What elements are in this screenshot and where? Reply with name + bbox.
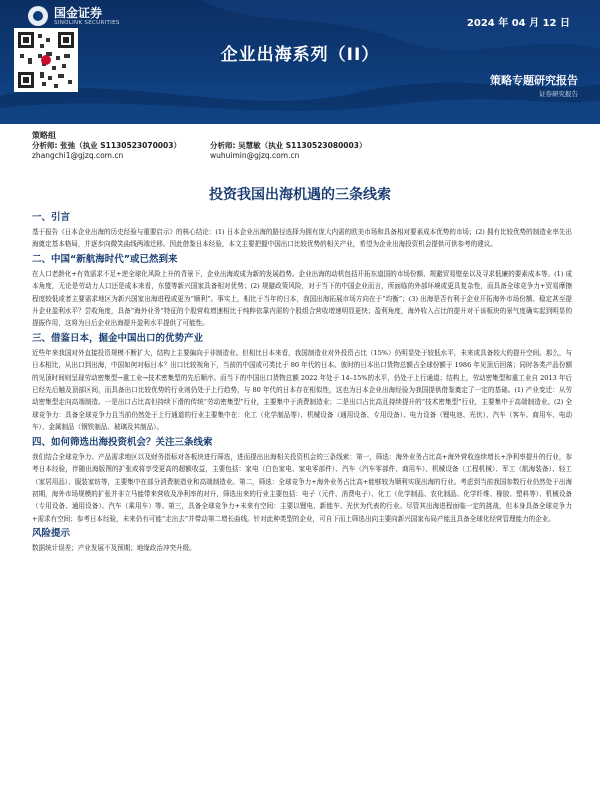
report-header xyxy=(0,0,600,124)
section-paragraph: 在人口老龄化+有效需求不足+逆全球化风险上升的背景下，企业出海或成为新的发展趋势。企业出海的动机包括开拓东道国的市场份额、规避贸易壁垒以及寻求低廉的要素成本等。(1) 成本角度，无论是劳动力人口还是成本来看，东盟等新兴国家具备相对优势；(2) 规避政策风险，对于当下的中国企业而言，所面临的外部环境或更具复杂性，而具备全球竞争力+贸易摩擦程度较低或者主要需求地区为新兴国家出海进程或更为“顺利”。事实上，相比于当年的日本，我国出海拓展市场方向在于“均衡”；(3) 出海是否有利于企业开拓海外市场份额、稳定甚至提升企业盈利水平？尝收角度，具备“海外业务”特征的个股营收增速相比于纯粹依靠内需的个股组合营收增速明显更快；盈利角度，海外收入占比的提升对于该板块的景气度确实起到明显的提振作用，这将为日后企业出海提升盈利水平提供了可能性。 xyxy=(32,269,572,328)
section-heading: 二、中国“新航海时代”或已然到来 xyxy=(32,253,178,265)
logo-english-name: SINOLINK SECURITIES xyxy=(54,19,120,26)
report-department: 证券研究报告 xyxy=(539,90,578,98)
analyst-1-email[interactable]: zhangchi1@gjzq.com.cn xyxy=(32,151,124,160)
risk-heading: 风险提示 xyxy=(32,528,71,540)
section-heading: 一、引言 xyxy=(32,212,71,223)
author-block xyxy=(32,131,572,161)
section-paragraph: 基于报告《日本企业出海的历史经验与重要启示》的核心结论：(1) 日本企业出海的路径选择为拥有庞大内需的欧美市场和具备相对要素成本优势的市场；(2) 拥有比较优势的制造业率先出海奠定基本格局，并逐步向微笑曲线两端迁移。因此借鉴日本经验，本文主要把握中国出口比较优势的相关产业，希望为企业出海投资机会提供可供参考的建议。 xyxy=(32,228,572,249)
analyst-1-name: 分析师: 张弛（执业 S1130523070003） xyxy=(32,141,181,150)
section-paragraph: 我们结合全球竞争力、产品需求地区以及财务指标对各板块进行筛选，进而提出出海相关投资机会的三条线索：第一，筛选：海外业务占比高+海外营收连续增长+净利率提升的行业，参考日本经验，伴随出海版图的扩张或将享受更高的超额收益，主要包括：家电（白色家电、家电零部件）、汽车（汽车零部件、商用车）、机械设备（工程机械）、军工（航海装备）、轻工（家居用品）、服装家纺等，主要集中在部分消费制造业和高端制造业。第二，筛选：全球竞争力+海外业务占比高+能够较为顺利实现出海的行业。考虑到当前我国参数行业仍然处于出海初期，海外市场规模的扩张并非立马能带来营收及净利率的对升，筛选出来的行业主要包括：电子（元件、消费电子）、化工（化学制品、农化制品、化学纤维、橡胶、塑料等）、机械设备（专用设备、通用设备）、汽车（乘用车）等。第三，具备全球竞争力+未来有空间：主要以锂电、新能车、光伏为代表的行业。尽管其出海进程面临一定的挑战，但本身具备全球竞争力+需求有空间；参考日本经验，未来仍有可能“走出去”并带动第二增长曲线。针对此种类型的企业，可自下而上筛选出向主要向新兴国家布局产能且具备全球化经营管理能力的企业。 xyxy=(32,452,572,523)
team-name: 策略组 xyxy=(32,131,56,140)
report-body xyxy=(32,210,572,558)
section-heading: 三、借鉴日本，掘金中国出口的优势产业 xyxy=(32,332,204,344)
report-date: 2024 年 04 月 12 日 xyxy=(466,18,570,29)
section-heading: 四、如何筛选出海投资机会？关注三条线索 xyxy=(32,436,213,448)
analyst-2 xyxy=(210,141,388,161)
analyst-2-email[interactable]: wuhuimin@gjzq.com.cn xyxy=(210,151,300,160)
analyst-1 xyxy=(32,141,210,161)
analyst-2-name: 分析师: 吴慧敏（执业 S1130523080003） xyxy=(210,141,367,150)
report-title: 投资我国出海机遇的三条线索 xyxy=(209,187,391,203)
company-logo xyxy=(28,6,120,26)
report-type: 策略专题研究报告 xyxy=(490,74,578,87)
series-title: 企业出海系列（II） xyxy=(220,45,380,65)
section-paragraph: 近些年来我国对外直接投资规模不断扩大，结构上主要偏向于非制造业。但相比日本来看，我国制造业对外投资占比（15%）仍明显处于较低水平，未来或具备较大的提升空间。那么，与日本相比，从出口到出海，中国如何对标日本？出口比较视角下，当前的中国或可类比于 80 年代的日本。彼时的日本出口货物总额占全球份额于 1986 年见顶后回落；同时各类产品份额的见顶时间则呈现劳动密集型→重工业→技术密集型的先后顺序。而当下的中国出口货物总额 2022 年处于 14–15%的水平，仍处于上行通道；结构上，劳动密集型和重工业自 2013 年后已经先后触及顶部区间，而具备出口比较优势的行业则仍处于上行趋势，与 80 年代的日本存在相似性，这也为日本企业出海经验为我国提供借鉴奠定了一定的基础。(1) 产业变迁：从劳动密集型走向高端制造。一是出口占比高但持续下滑的传统“劳动密集型”行业，主要集中于消费制造业；二是出口占比高且持续提升的“技术密集型”行业，主要集中于高端制造业。(2) 全球竞争力：具备全球竞争力且当前仍然处于上行通道的行业主要集中在：化工（化学制品等）、机械设备（通用设备、专用设备）、电力设备（锂电池、光伏）、汽车（客车、商用车、电动车）、金属制品（钢铁制品、玻璃及其制品）。 xyxy=(32,348,572,432)
risk-paragraph: 数据统计误差；产业发展不及预期；地缘政治冲突升级。 xyxy=(32,544,196,553)
logo-mark-icon xyxy=(28,6,48,26)
logo-name: 国金证券 xyxy=(54,5,103,20)
